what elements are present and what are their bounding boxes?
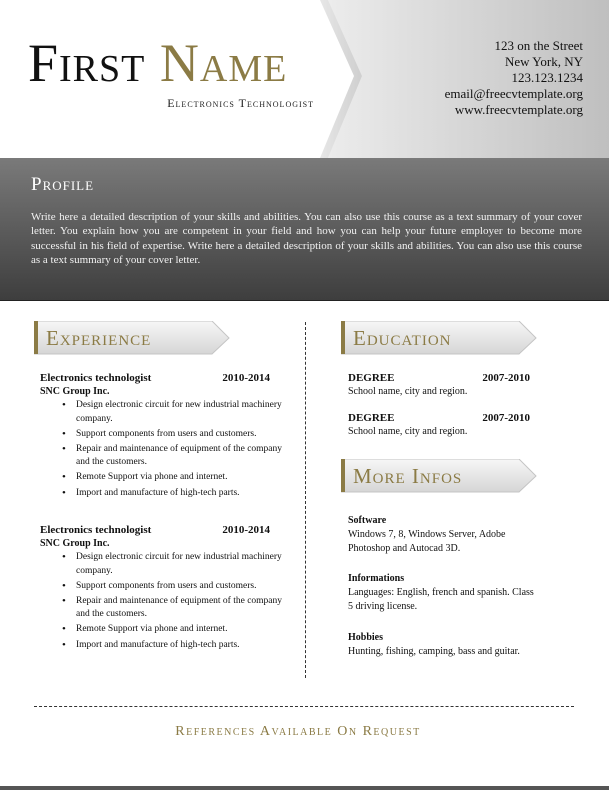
degree: DEGREE <box>348 372 395 384</box>
job-dates: 2010-2014 <box>222 372 270 384</box>
job-title: Electronics Technologist <box>167 96 314 110</box>
education-dates: 2007-2010 <box>482 372 530 384</box>
list-item: • Repair and maintenance of equipment of the company and the customers. <box>76 595 292 622</box>
column-divider <box>305 322 306 678</box>
job-dates: 2010-2014 <box>222 524 270 536</box>
job-title: Electronics technologist <box>40 524 152 536</box>
more-infos-heading: More Infos <box>353 464 463 488</box>
software-text: Windows 7, 8, Windows Server, Adobe Photoshop and Autocad 3D. <box>348 528 506 554</box>
contact-website[interactable]: www.freecvtemplate.org <box>454 102 583 117</box>
education-entry <box>348 371 530 399</box>
footer-divider <box>34 706 574 707</box>
bottom-border <box>0 786 609 790</box>
hobbies-text: Hunting, fishing, camping, bass and guitar. <box>348 645 520 657</box>
list-item: • Support components from users and customers. <box>76 428 292 442</box>
last-name: Name <box>159 33 288 93</box>
software-info <box>348 514 538 555</box>
job-bullets <box>40 551 292 652</box>
informations-info <box>348 572 538 613</box>
list-item: • Remote Support via phone and internet. <box>76 471 292 485</box>
degree: DEGREE <box>348 412 395 424</box>
profile-section <box>0 158 609 301</box>
list-item: • Design electronic circuit for new industrial machinery company. <box>76 551 292 578</box>
profile-heading: Profile <box>31 174 95 195</box>
software-title: Software <box>348 515 387 526</box>
first-name: First <box>28 33 146 93</box>
more-infos-banner <box>341 459 537 493</box>
job-company: SNC Group Inc. <box>40 386 110 397</box>
job-entry <box>40 523 292 654</box>
list-item: • Import and manufacture of high-tech parts. <box>76 639 292 653</box>
contact-block <box>445 38 583 118</box>
list-item: • Repair and maintenance of equipment of the company and the customers. <box>76 443 292 470</box>
education-banner <box>341 321 537 355</box>
education-entry <box>348 411 530 439</box>
job-entry <box>40 371 292 502</box>
school: School name, city and region. <box>348 426 468 437</box>
list-item: • Support components from users and customers. <box>76 580 292 594</box>
contact-phone: 123.123.1234 <box>511 70 583 85</box>
list-item: • Import and manufacture of high-tech parts. <box>76 487 292 501</box>
candidate-name <box>28 33 288 93</box>
contact-street: 123 on the Street <box>494 38 583 53</box>
job-bullets <box>40 399 292 500</box>
job-company: SNC Group Inc. <box>40 538 110 549</box>
informations-title: Informations <box>348 573 405 584</box>
school: School name, city and region. <box>348 386 468 397</box>
experience-banner <box>34 321 230 355</box>
profile-text: Write here a detailed description of your skills and abilities. You can also use this course as a text summary of your cover letter. You explain how you are competent in your field and how you can help your future employer to become more successful in his field of expertise. Write here a detailed description of your skills and abilities. You can also use this course as a text summary of your cover letter. <box>31 211 582 267</box>
contact-city: New York, NY <box>504 54 583 69</box>
references-note: References Available On Request <box>175 724 421 739</box>
informations-text: Languages: English, french and spanish. Class 5 driving license. <box>348 586 534 612</box>
hobbies-info <box>348 631 520 659</box>
list-item: • Remote Support via phone and internet. <box>76 623 292 637</box>
hobbies-title: Hobbies <box>348 632 384 643</box>
education-heading: Education <box>353 326 452 350</box>
contact-email[interactable]: email@freecvtemplate.org <box>444 86 583 101</box>
job-title: Electronics technologist <box>40 372 152 384</box>
experience-heading: Experience <box>46 326 152 350</box>
list-item: • Design electronic circuit for new industrial machinery company. <box>76 399 292 426</box>
education-dates: 2007-2010 <box>482 412 530 424</box>
